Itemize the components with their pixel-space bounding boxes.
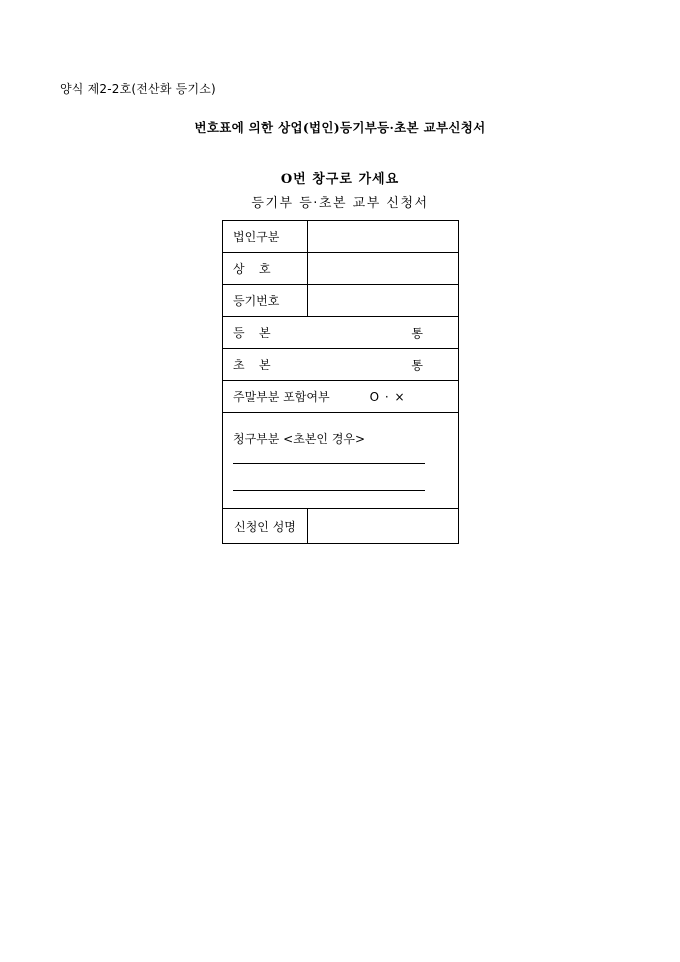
- applicant-field[interactable]: [308, 509, 459, 544]
- weekend-field[interactable]: [223, 381, 459, 413]
- applicant-label: 신청인 성명: [223, 509, 308, 544]
- claim-label: 청구부분 <초본인 경우>: [233, 432, 366, 446]
- form-number-label: 양식 제2-2호(전산화 등기소): [60, 82, 216, 96]
- weekend-label: 주말부분 포함여부: [233, 390, 330, 404]
- extract-label-a: 초: [233, 358, 245, 372]
- reg-number-field[interactable]: [308, 285, 459, 317]
- claim-field[interactable]: [223, 413, 459, 509]
- row-weekend: [223, 381, 459, 413]
- row-corp-type: [223, 221, 459, 253]
- extract-unit: 통: [411, 358, 423, 372]
- window-heading: O번 창구로 가세요: [280, 172, 400, 187]
- row-extract: [223, 349, 459, 381]
- row-applicant: [223, 509, 459, 544]
- trade-name-label-b: 호: [259, 262, 271, 276]
- row-claim: [223, 413, 459, 509]
- full-copy-unit: 통: [411, 326, 423, 340]
- full-copy-label-a: 등: [233, 326, 245, 340]
- full-copy-label-b: 본: [259, 326, 271, 340]
- trade-name-label: [223, 253, 308, 285]
- weekend-options[interactable]: O · ×: [369, 390, 406, 404]
- form-subtitle: 등기부 등·초본 교부 신청서: [251, 196, 429, 211]
- extract-label-b: 본: [259, 358, 271, 372]
- trade-name-field[interactable]: [308, 253, 459, 285]
- row-full-copy: [223, 317, 459, 349]
- corp-type-field[interactable]: [308, 221, 459, 253]
- trade-name-label-a: 상: [233, 262, 245, 276]
- full-copy-field[interactable]: [223, 317, 459, 349]
- application-form-table: [222, 220, 459, 544]
- claim-line-2[interactable]: [233, 478, 425, 491]
- row-trade-name: [223, 253, 459, 285]
- row-reg-number: [223, 285, 459, 317]
- reg-number-label: 등기번호: [223, 285, 308, 317]
- corp-type-label: 법인구분: [223, 221, 308, 253]
- claim-line-1[interactable]: [233, 451, 425, 464]
- extract-field[interactable]: [223, 349, 459, 381]
- main-title: 번호표에 의한 상업(법인)등기부등·초본 교부신청서: [194, 120, 486, 135]
